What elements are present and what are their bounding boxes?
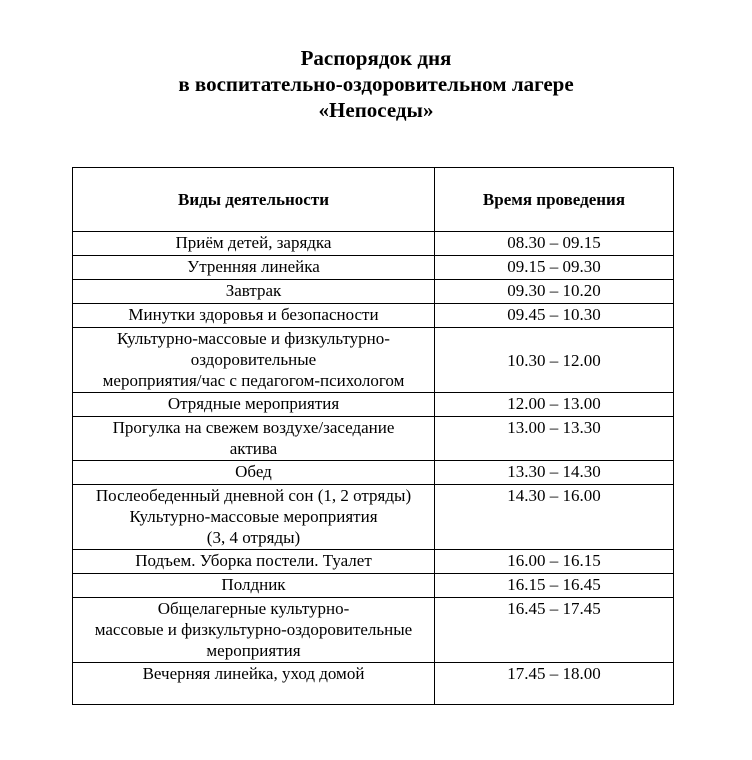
activity-text: оздоровительные xyxy=(190,350,317,369)
table-row xyxy=(73,393,674,417)
activity-text: Вечерняя линейка, уход домой xyxy=(142,664,365,683)
table-row xyxy=(73,550,674,574)
activity-text: Культурно-массовые мероприятия xyxy=(129,507,378,526)
activity-text: Общелагерные культурно- xyxy=(157,599,350,618)
time-cell: 16.45 – 17.45 xyxy=(435,598,674,663)
activity-text: Подъем. Уборка постели. Туалет xyxy=(135,551,372,570)
activity-text: мероприятия/час с педагогом-психологом xyxy=(102,371,405,390)
table-row xyxy=(73,598,674,663)
table-row xyxy=(73,232,674,256)
time-cell: 09.45 – 10.30 xyxy=(435,304,674,328)
schedule-table xyxy=(72,167,674,705)
time-cell: 09.15 – 09.30 xyxy=(435,256,674,280)
table-row xyxy=(73,663,674,705)
activity-cell xyxy=(73,256,435,280)
table-row xyxy=(73,328,674,393)
activity-cell xyxy=(73,461,435,485)
activity-text: Отрядные мероприятия xyxy=(167,394,340,413)
activity-cell xyxy=(73,232,435,256)
activity-cell xyxy=(73,280,435,304)
activity-text: Приём детей, зарядка xyxy=(175,233,332,252)
table-row xyxy=(73,304,674,328)
activity-text: Обед xyxy=(235,462,272,481)
title-line-2: в воспитательно-оздоровительном лагере xyxy=(178,72,574,96)
header-activities: Виды деятельности xyxy=(73,168,435,232)
activity-text: мероприятия xyxy=(206,641,301,660)
activity-cell xyxy=(73,598,435,663)
activity-text: Послеобеденный дневной сон (1, 2 отряды) xyxy=(95,486,412,505)
activity-text: (3, 4 отряды) xyxy=(206,528,301,547)
time-cell: 16.00 – 16.15 xyxy=(435,550,674,574)
table-row xyxy=(73,461,674,485)
header-time: Время проведения xyxy=(435,168,674,232)
time-cell: 14.30 – 16.00 xyxy=(435,485,674,550)
activity-cell xyxy=(73,485,435,550)
time-cell: 13.00 – 13.30 xyxy=(435,417,674,461)
activity-text: Минутки здоровья и безопасности xyxy=(128,305,379,324)
title-line-1: Распорядок дня xyxy=(300,46,452,70)
table-row xyxy=(73,280,674,304)
time-cell: 09.30 – 10.20 xyxy=(435,280,674,304)
activity-cell xyxy=(73,550,435,574)
activity-cell xyxy=(73,417,435,461)
activity-text: Полдник xyxy=(221,575,286,594)
activity-text: Завтрак xyxy=(225,281,282,300)
table-row xyxy=(73,417,674,461)
time-cell: 08.30 – 09.15 xyxy=(435,232,674,256)
table-row xyxy=(73,485,674,550)
activity-text: Прогулка на свежем воздухе/заседание xyxy=(112,418,395,437)
activity-cell xyxy=(73,663,435,705)
time-cell: 16.15 – 16.45 xyxy=(435,574,674,598)
activity-cell xyxy=(73,328,435,393)
activity-text: Утренняя линейка xyxy=(187,257,320,276)
activity-text: актива xyxy=(229,439,278,458)
time-cell: 12.00 – 13.00 xyxy=(435,393,674,417)
activity-cell xyxy=(73,574,435,598)
document-title xyxy=(0,45,752,123)
table-row xyxy=(73,574,674,598)
activity-cell xyxy=(73,304,435,328)
time-cell: 13.30 – 14.30 xyxy=(435,461,674,485)
time-cell: 10.30 – 12.00 xyxy=(435,328,674,393)
activity-cell xyxy=(73,393,435,417)
table-row xyxy=(73,256,674,280)
time-cell: 17.45 – 18.00 xyxy=(435,663,674,705)
activity-text: Культурно-массовые и физкультурно- xyxy=(117,329,390,348)
activity-text: массовые и физкультурно-оздоровительные xyxy=(94,620,413,639)
title-line-3: «Непоседы» xyxy=(318,98,434,122)
